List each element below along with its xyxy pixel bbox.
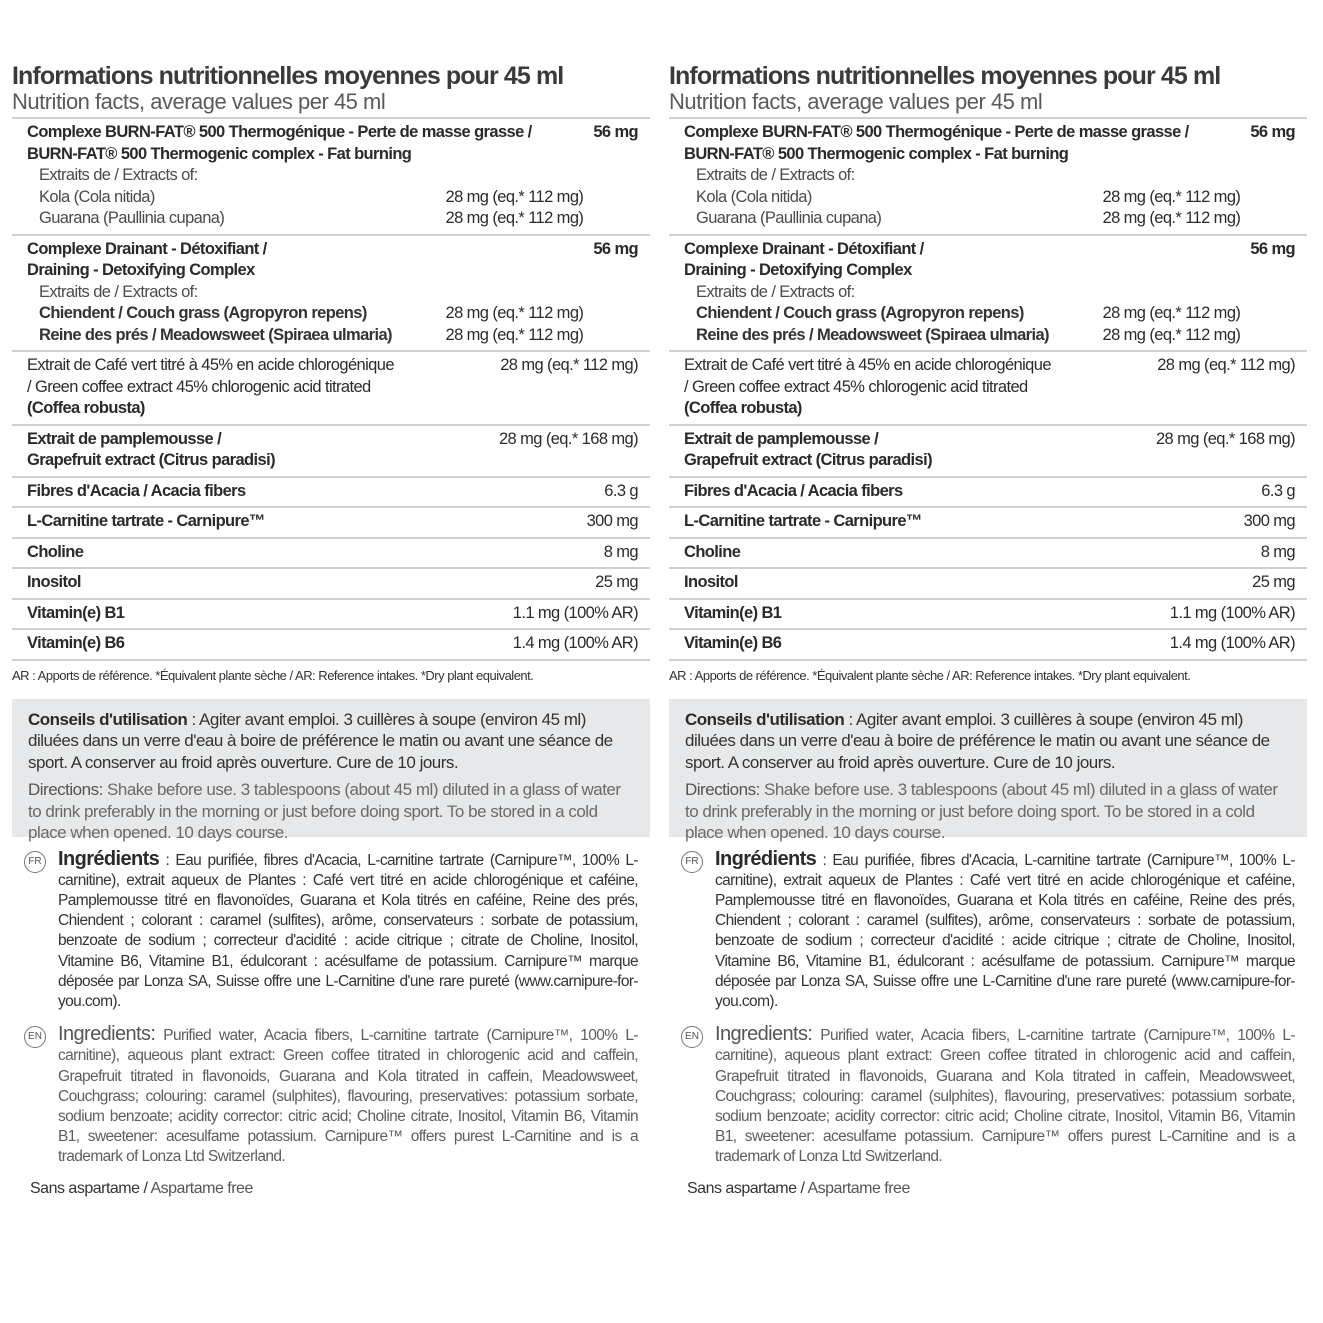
row-drainant — [12, 236, 650, 353]
aspartame-sep: / — [139, 1179, 151, 1197]
advice-text-fr: : Agiter avant emploi. 3 cuillères à soupe (environ 45 ml) diluées dans un verre d'eau à boire de préférence le matin ou avant une séance de sport. A conserver au froid après ouverture. Cure de 10 jours. — [685, 709, 1270, 772]
vitamin-b1-value: 1.1 mg (100% AR) — [1169, 603, 1295, 622]
aspartame-sep: / — [796, 1179, 808, 1197]
row-drainant — [669, 236, 1307, 353]
pamplemousse-line1: Extrait de pamplemousse / — [27, 429, 222, 448]
vitamin-b6-name: Vitamin(e) B6 — [684, 634, 782, 652]
en-badge-icon: EN — [24, 1026, 46, 1048]
ingredients-en — [12, 1024, 650, 1167]
cafe-line1: Extrait de Café vert titré à 45% en acide chlorogénique — [27, 356, 394, 374]
pamplemousse-line1: Extrait de pamplemousse / — [684, 429, 879, 448]
row-acacia — [669, 478, 1307, 509]
cafe-line3: (Coffea robusta) — [684, 399, 802, 417]
cafe-value: 28 mg (eq.* 112 mg) — [500, 356, 638, 374]
reine-value: 28 mg (eq.* 112 mg) — [445, 325, 584, 344]
usage-advice-box — [12, 699, 650, 842]
row-cafe — [12, 352, 650, 426]
reine-label: Reine des prés / Meadowsweet (Spiraea ulmaria) — [39, 325, 392, 344]
drainant-name-en: Draining - Detoxifying Complex — [684, 261, 912, 279]
burnfat-name-en: BURN-FAT® 500 Thermogenic complex - Fat burning — [27, 144, 412, 163]
burnfat-name-fr: Complexe BURN-FAT® 500 Thermogénique - Perte de masse grasse / — [684, 123, 1189, 141]
row-pamplemousse — [12, 426, 650, 478]
ingredients-en-text: Purified water, Acacia fibers, L-carnitine tartrate (Carnipure™, 100% L-carnitine), aqueous plant extract: Green coffee titrated in chlorogenic acid and caffein, Grapefruit titrated in flavonoids, Guarana and Kola titrated in caffein, Meadowsweet, Couchgrass; colouring: caramel (sulphites), flavouring, preservatives: potassium sorbate, sodium benzoate; acidity corrector: citric acid; Choline citrate, Inositol, Vitamin B6, Vitamin B1, sweetener: acesulfame potassium. Carnipure™ offers purest L-Carnitine and is a trademark of Lonza Ltd Switzerland. — [715, 1027, 1295, 1166]
chiendent-value: 28 mg (eq.* 112 mg) — [445, 304, 584, 322]
row-burnfat — [12, 119, 650, 236]
ingredients-fr — [12, 849, 650, 1013]
drainant-value: 56 mg — [1250, 239, 1295, 258]
row-burnfat — [669, 119, 1307, 236]
drainant-value: 56 mg — [593, 239, 638, 258]
acacia-name: Fibres d'Acacia / Acacia fibers — [27, 481, 246, 500]
row-carnitine — [669, 508, 1307, 539]
advice-label-fr: Conseils d'utilisation — [685, 709, 845, 729]
drainant-name-fr: Complexe Drainant - Détoxifiant / — [684, 239, 924, 258]
fr-badge-icon: FR — [24, 851, 46, 873]
ingredients-en — [669, 1024, 1307, 1167]
ingredients-fr-text: : Eau purifiée, fibres d'Acacia, L-carnitine tartrate (Carnipure™, 100% L-carnitine), extrait aqueux de Plantes : Café vert titré en acide chlorogénique et caféine, Pamplemousse titré en flavonoïdes, Guarana et Kola titrés en caféine, Reine des prés, Chiendent ; colorant : caramel (sulfites), arôme, conservateurs : sorbate de potassium, benzoate de sodium ; correcteur d'acidité : acide citrique ; citrate de Choline, Inositol, Vitamine B6, Vitamine B1, édulcorant : acésulfame de potassium. Carnipure™ marque déposée par Lonza SA, Suisse offre une L-Carnitine d'une rare pureté (www.carnipure-for-you.com). — [715, 851, 1295, 1010]
advice-text-fr: : Agiter avant emploi. 3 cuillères à soupe (environ 45 ml) diluées dans un verre d'eau à boire de préférence le matin ou avant une séance de sport. A conserver au froid après ouverture. Cure de 10 jours. — [28, 709, 613, 772]
row-vitamin-b6 — [12, 630, 650, 661]
acacia-value: 6.3 g — [1261, 481, 1295, 500]
cafe-line1: Extrait de Café vert titré à 45% en acide chlorogénique — [684, 356, 1051, 374]
row-cafe — [669, 352, 1307, 426]
row-acacia — [12, 478, 650, 509]
vitamin-b6-value: 1.4 mg (100% AR) — [1169, 634, 1295, 652]
burnfat-name-fr: Complexe BURN-FAT® 500 Thermogénique - Perte de masse grasse / — [27, 123, 532, 141]
label-panel-right — [669, 62, 1307, 1198]
burnfat-value: 56 mg — [593, 123, 638, 141]
fr-badge-icon: FR — [681, 851, 703, 873]
kola-label: Kola (Cola nitida) — [696, 187, 812, 206]
vitamin-b1-name: Vitamin(e) B1 — [684, 603, 782, 622]
aspartame-fr: Sans aspartame — [30, 1179, 140, 1197]
inositol-value: 25 mg — [595, 573, 638, 591]
ingredients-en-head: Ingredients: — [715, 1023, 813, 1046]
acacia-name: Fibres d'Acacia / Acacia fibers — [684, 481, 903, 500]
carnitine-value: 300 mg — [586, 512, 638, 530]
aspartame-free — [12, 1180, 650, 1198]
ingredients-fr-head: Ingrédients — [58, 847, 160, 870]
choline-value: 8 mg — [603, 542, 638, 561]
ingredients-en-text: Purified water, Acacia fibers, L-carnitine tartrate (Carnipure™, 100% L-carnitine), aqueous plant extract: Green coffee titrated in chlorogenic acid and caffein, Grapefruit titrated in flavonoids, Guarana and Kola titrated in caffein, Meadowsweet, Couchgrass; colouring: caramel (sulphites), flavouring, preservatives: potassium sorbate, sodium benzoate; acidity corrector: citric acid; Choline citrate, Inositol, Vitamin B6, Vitamin B1, sweetener: acesulfame potassium. Carnipure™ offers purest L-Carnitine and is a trademark of Lonza Ltd Switzerland. — [58, 1027, 638, 1166]
burnfat-extracts: Extraits de / Extracts of: — [696, 166, 855, 184]
usage-advice-box — [669, 699, 1307, 842]
nutrition-table — [669, 117, 1307, 661]
nutrition-title-en: Nutrition facts, average values per 45 ml — [12, 89, 386, 114]
row-inositol — [12, 569, 650, 600]
drainant-name-en: Draining - Detoxifying Complex — [27, 261, 255, 279]
pamplemousse-value: 28 mg (eq.* 168 mg) — [1155, 429, 1295, 448]
kola-label: Kola (Cola nitida) — [39, 187, 155, 206]
row-pamplemousse — [669, 426, 1307, 478]
vitamin-b1-value: 1.1 mg (100% AR) — [512, 603, 638, 622]
row-choline — [12, 539, 650, 570]
row-vitamin-b6 — [669, 630, 1307, 661]
cafe-value: 28 mg (eq.* 112 mg) — [1157, 356, 1295, 374]
cafe-line2: / Green coffee extract 45% chlorogenic acid titrated — [684, 377, 1028, 396]
pamplemousse-line2: Grapefruit extract (Citrus paradisi) — [27, 451, 275, 469]
carnitine-name: L-Carnitine tartrate - Carnipure™ — [27, 512, 265, 530]
acacia-value: 6.3 g — [604, 481, 638, 500]
ingredients-en-head: Ingredients: — [58, 1023, 156, 1046]
aspartame-free — [669, 1180, 1307, 1198]
drainant-extracts: Extraits de / Extracts of: — [696, 282, 855, 301]
advice-text-en: Shake before use. 3 tablespoons (about 45 ml) diluted in a glass of water to drink preferably in the morning or just before doing sport. To be stored in a cold place when opened. 10 days course. — [28, 780, 621, 842]
inositol-value: 25 mg — [1252, 573, 1295, 591]
nutrition-title-fr: Informations nutritionnelles moyennes pour 45 ml — [669, 62, 1221, 90]
row-vitamin-b1 — [669, 600, 1307, 631]
reine-value: 28 mg (eq.* 112 mg) — [1102, 325, 1241, 344]
reine-label: Reine des prés / Meadowsweet (Spiraea ulmaria) — [696, 325, 1049, 344]
row-inositol — [669, 569, 1307, 600]
carnitine-name: L-Carnitine tartrate - Carnipure™ — [684, 512, 922, 530]
en-badge-icon: EN — [681, 1026, 703, 1048]
chiendent-label: Chiendent / Couch grass (Agropyron repens) — [39, 304, 367, 322]
footnote: AR : Apports de référence. *Équivalent plante sèche / AR: Reference intakes. *Dry plant equivalent. — [669, 667, 1191, 683]
pamplemousse-line2: Grapefruit extract (Citrus paradisi) — [684, 451, 932, 469]
advice-label-en: Directions: — [685, 780, 760, 799]
drainant-name-fr: Complexe Drainant - Détoxifiant / — [27, 239, 267, 258]
row-choline — [669, 539, 1307, 570]
choline-value: 8 mg — [1260, 542, 1295, 561]
vitamin-b6-name: Vitamin(e) B6 — [27, 634, 125, 652]
kola-value: 28 mg (eq.* 112 mg) — [1102, 187, 1241, 206]
nutrition-title-en: Nutrition facts, average values per 45 ml — [669, 89, 1043, 114]
ingredients-fr-text: : Eau purifiée, fibres d'Acacia, L-carnitine tartrate (Carnipure™, 100% L-carnitine), extrait aqueux de Plantes : Café vert titré en acide chlorogénique et caféine, Pamplemousse titré en flavonoïdes, Guarana et Kola titrés en caféine, Reine des prés, Chiendent ; colorant : caramel (sulfites), arôme, conservateurs : sorbate de potassium, benzoate de sodium ; correcteur d'acidité : acide citrique ; citrate de Choline, Inositol, Vitamine B6, Vitamine B1, édulcorant : acésulfame de potassium. Carnipure™ marque déposée par Lonza SA, Suisse offre une L-Carnitine d'une rare pureté (www.carnipure-for-you.com). — [58, 851, 638, 1010]
footnote: AR : Apports de référence. *Équivalent plante sèche / AR: Reference intakes. *Dry plant equivalent. — [12, 667, 534, 683]
burnfat-value: 56 mg — [1250, 123, 1295, 141]
pamplemousse-value: 28 mg (eq.* 168 mg) — [498, 429, 638, 448]
burnfat-name-en: BURN-FAT® 500 Thermogenic complex - Fat burning — [684, 144, 1069, 163]
inositol-name: Inositol — [684, 573, 738, 591]
aspartame-en: Aspartame free — [807, 1179, 910, 1197]
choline-name: Choline — [684, 542, 741, 561]
advice-text-en: Shake before use. 3 tablespoons (about 45 ml) diluted in a glass of water to drink preferably in the morning or just before doing sport. To be stored in a cold place when opened. 10 days course. — [685, 780, 1278, 842]
nutrition-title-fr: Informations nutritionnelles moyennes pour 45 ml — [12, 62, 564, 90]
aspartame-fr: Sans aspartame — [687, 1179, 797, 1197]
label-panel-left — [12, 62, 650, 1198]
ingredients-fr-head: Ingrédients — [715, 847, 817, 870]
guarana-label: Guarana (Paullinia cupana) — [696, 209, 882, 227]
aspartame-en: Aspartame free — [150, 1179, 253, 1197]
nutrition-table — [12, 117, 650, 661]
vitamin-b1-name: Vitamin(e) B1 — [27, 603, 125, 622]
chiendent-value: 28 mg (eq.* 112 mg) — [1102, 304, 1241, 322]
drainant-extracts: Extraits de / Extracts of: — [39, 282, 198, 301]
cafe-line3: (Coffea robusta) — [27, 399, 145, 417]
vitamin-b6-value: 1.4 mg (100% AR) — [512, 634, 638, 652]
chiendent-label: Chiendent / Couch grass (Agropyron repens) — [696, 304, 1024, 322]
carnitine-value: 300 mg — [1243, 512, 1295, 530]
advice-label-en: Directions: — [28, 780, 103, 799]
advice-label-fr: Conseils d'utilisation — [28, 709, 188, 729]
inositol-name: Inositol — [27, 573, 81, 591]
guarana-value: 28 mg (eq.* 112 mg) — [445, 209, 584, 227]
kola-value: 28 mg (eq.* 112 mg) — [445, 187, 584, 206]
guarana-label: Guarana (Paullinia cupana) — [39, 209, 225, 227]
ingredients-fr — [669, 849, 1307, 1013]
choline-name: Choline — [27, 542, 84, 561]
row-carnitine — [12, 508, 650, 539]
burnfat-extracts: Extraits de / Extracts of: — [39, 166, 198, 184]
guarana-value: 28 mg (eq.* 112 mg) — [1102, 209, 1241, 227]
row-vitamin-b1 — [12, 600, 650, 631]
cafe-line2: / Green coffee extract 45% chlorogenic acid titrated — [27, 377, 371, 396]
